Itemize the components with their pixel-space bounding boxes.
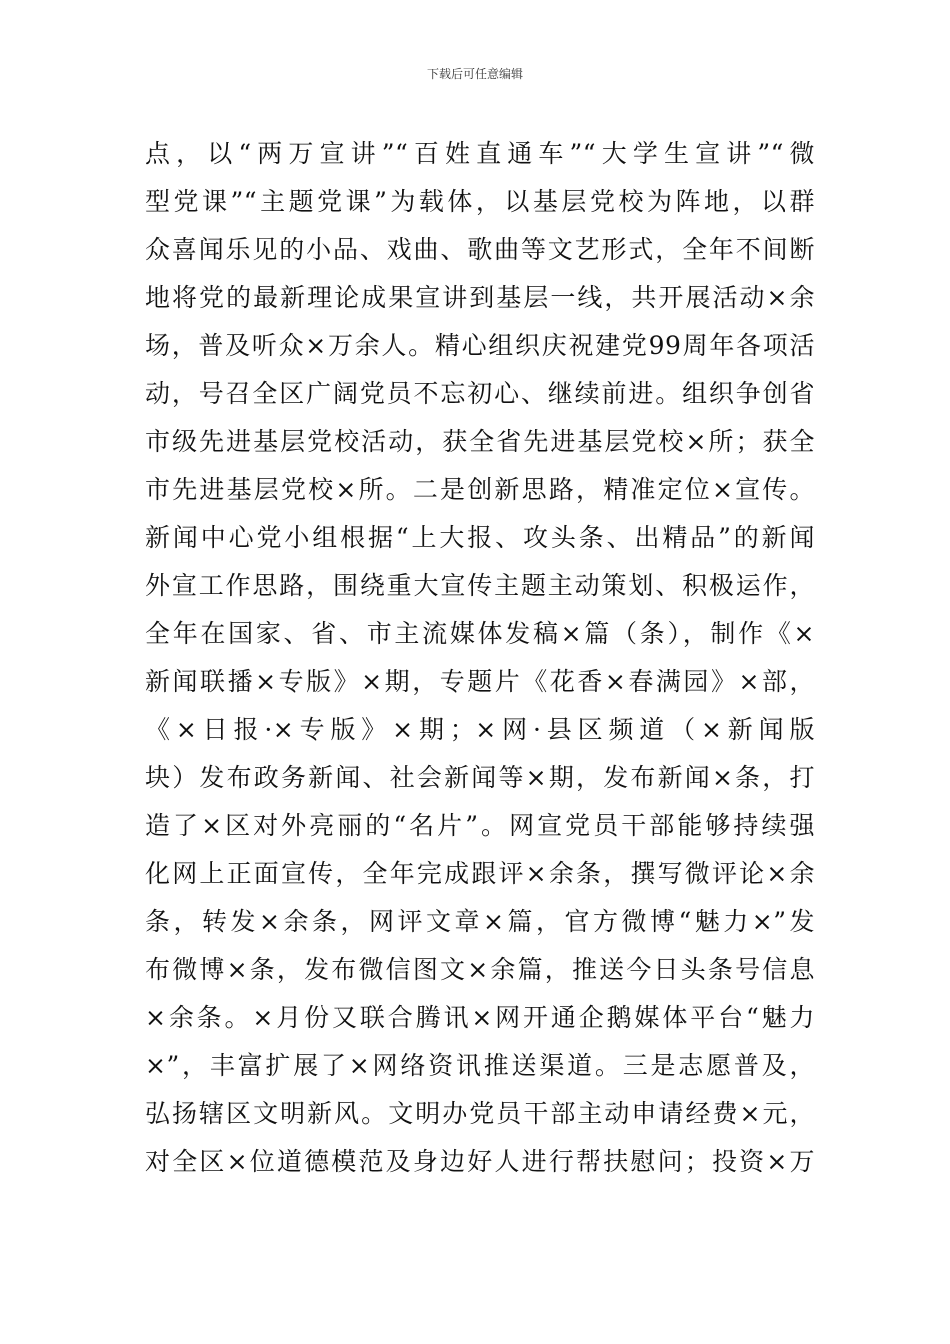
text-line: 市先进基层党校×所。二是创新思路，精准定位×宣传。 (145, 475, 815, 504)
text-line: ×余条。×月份又联合腾讯×网开通企鹅媒体平台“魅力 (145, 1003, 815, 1032)
text-line: ×”，丰富扩展了×网络资讯推送渠道。三是志愿普及， (145, 1051, 815, 1080)
text-line: 型党课”“主题党课”为载体，以基层党校为阵地，以群 (145, 187, 815, 216)
text-line: 块）发布政务新闻、社会新闻等×期，发布新闻×条，打 (145, 763, 815, 792)
text-line: 布微博×条，发布微信图文×余篇，推送今日头条号信息 (145, 955, 815, 984)
document-body (145, 130, 815, 1186)
text-line: 新闻中心党小组根据“上大报、攻头条、出精品”的新闻 (145, 523, 815, 552)
text-line: 场，普及听众×万余人。精心组织庆祝建党99周年各项活 (145, 331, 815, 360)
text-line: 造了×区对外亮丽的“名片”。网宣党员干部能够持续强 (145, 811, 815, 840)
text-line: 《×日报·×专版》×期；×网·县区频道（×新闻版 (145, 715, 815, 744)
text-line: 对全区×位道德模范及身边好人进行帮扶慰问；投资×万 (145, 1147, 815, 1176)
text-line: 弘扬辖区文明新风。文明办党员干部主动申请经费×元， (145, 1099, 815, 1128)
text-line: 点，以“两万宣讲”“百姓直通车”“大学生宣讲”“微 (145, 139, 815, 168)
page-header-note: 下载后可任意编辑 (426, 67, 523, 81)
text-line: 全年在国家、省、市主流媒体发稿×篇（条），制作《× (145, 619, 815, 648)
text-line: 新闻联播×专版》×期，专题片《花香×春满园》×部， (145, 667, 815, 696)
text-line: 外宣工作思路，围绕重大宣传主题主动策划、积极运作， (145, 571, 815, 600)
text-line: 市级先进基层党校活动，获全省先进基层党校×所；获全 (145, 427, 815, 456)
text-line: 条，转发×余条，网评文章×篇，官方微博“魅力×”发 (145, 907, 815, 936)
text-line: 地将党的最新理论成果宣讲到基层一线，共开展活动×余 (145, 283, 815, 312)
text-line: 动，号召全区广阔党员不忘初心、继续前进。组织争创省 (145, 379, 815, 408)
text-line: 众喜闻乐见的小品、戏曲、歌曲等文艺形式，全年不间断 (145, 235, 815, 264)
text-line: 化网上正面宣传，全年完成跟评×余条，撰写微评论×余 (145, 859, 815, 888)
